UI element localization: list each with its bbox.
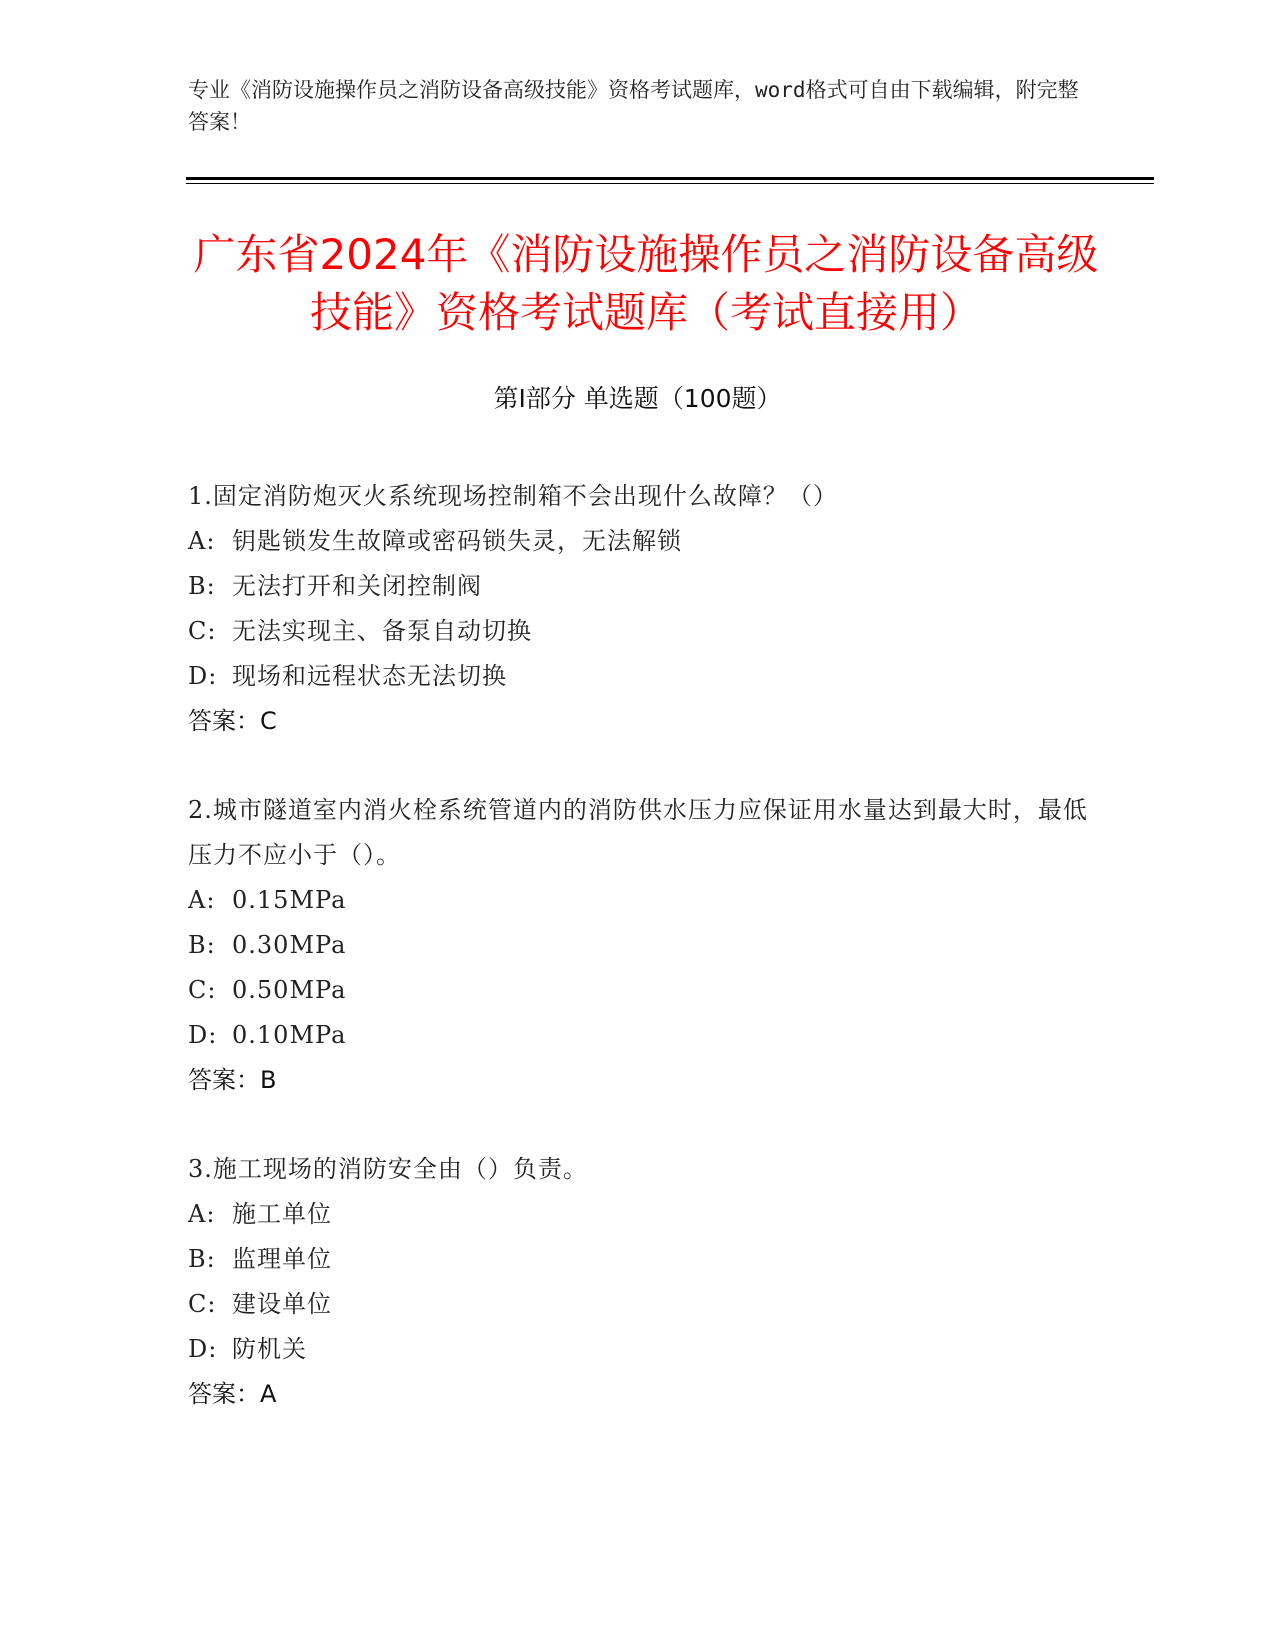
option-b (188, 923, 1088, 968)
option-b (188, 1237, 1088, 1282)
question-2 (188, 788, 1088, 1103)
option-key: C: (188, 976, 217, 1004)
header-divider-thick (186, 177, 1154, 180)
option-text: 建设单位 (232, 1290, 332, 1318)
question-stem: 2.城市隧道室内消火栓系统管道内的消防供水压力应保证用水量达到最大时，最低压力不应小于（）。 (188, 796, 1088, 869)
header-note: 专业《消防设施操作员之消防设备高级技能》资格考试题库，word格式可自由下载编辑，附完整答案！ (188, 78, 1079, 134)
question-1 (188, 474, 1088, 744)
option-c (188, 1282, 1088, 1327)
section-title: 第Ⅰ部分 单选题（100题） (493, 384, 782, 413)
option-text: 0.15MPa (232, 886, 347, 914)
option-key: D: (188, 1335, 218, 1363)
option-c (188, 968, 1088, 1013)
option-text: 施工单位 (232, 1200, 332, 1228)
option-key: B: (188, 572, 216, 600)
option-key: A: (188, 886, 216, 914)
question-stem: 1.固定消防炮灭火系统现场控制箱不会出现什么故障？（） (188, 482, 838, 510)
option-key: A: (188, 527, 216, 555)
option-d (188, 1013, 1088, 1058)
option-b (188, 564, 1088, 609)
option-key: A: (188, 1200, 216, 1228)
option-d (188, 654, 1088, 699)
option-d (188, 1327, 1088, 1372)
option-text: 无法打开和关闭控制阀 (232, 572, 482, 600)
answer-line: 答案：C (188, 707, 277, 735)
option-key: B: (188, 1245, 216, 1273)
option-key: C: (188, 1290, 217, 1318)
option-c (188, 609, 1088, 654)
answer-line: 答案：B (188, 1066, 277, 1094)
option-text: 监理单位 (232, 1245, 332, 1273)
option-text: 无法实现主、备泵自动切换 (232, 617, 532, 645)
header-divider-thin (186, 183, 1154, 184)
question-3 (188, 1147, 1088, 1417)
option-text: 现场和远程状态无法切换 (232, 662, 507, 690)
question-list (188, 474, 1088, 1461)
option-key: C: (188, 617, 217, 645)
question-stem: 3.施工现场的消防安全由（）负责。 (188, 1155, 588, 1183)
option-a (188, 1192, 1088, 1237)
option-text: 防机关 (232, 1335, 307, 1363)
option-a (188, 878, 1088, 923)
option-a (188, 519, 1088, 564)
option-text: 0.30MPa (232, 931, 347, 959)
option-text: 钥匙锁发生故障或密码锁失灵，无法解锁 (232, 527, 682, 555)
option-key: D: (188, 662, 218, 690)
option-text: 0.10MPa (232, 1021, 347, 1049)
document-title: 广东省2024年《消防设施操作员之消防设备高级技能》资格考试题库（考试直接用） (193, 230, 1099, 337)
option-key: B: (188, 931, 216, 959)
option-text: 0.50MPa (232, 976, 347, 1004)
option-key: D: (188, 1021, 218, 1049)
answer-line: 答案：A (188, 1380, 277, 1408)
